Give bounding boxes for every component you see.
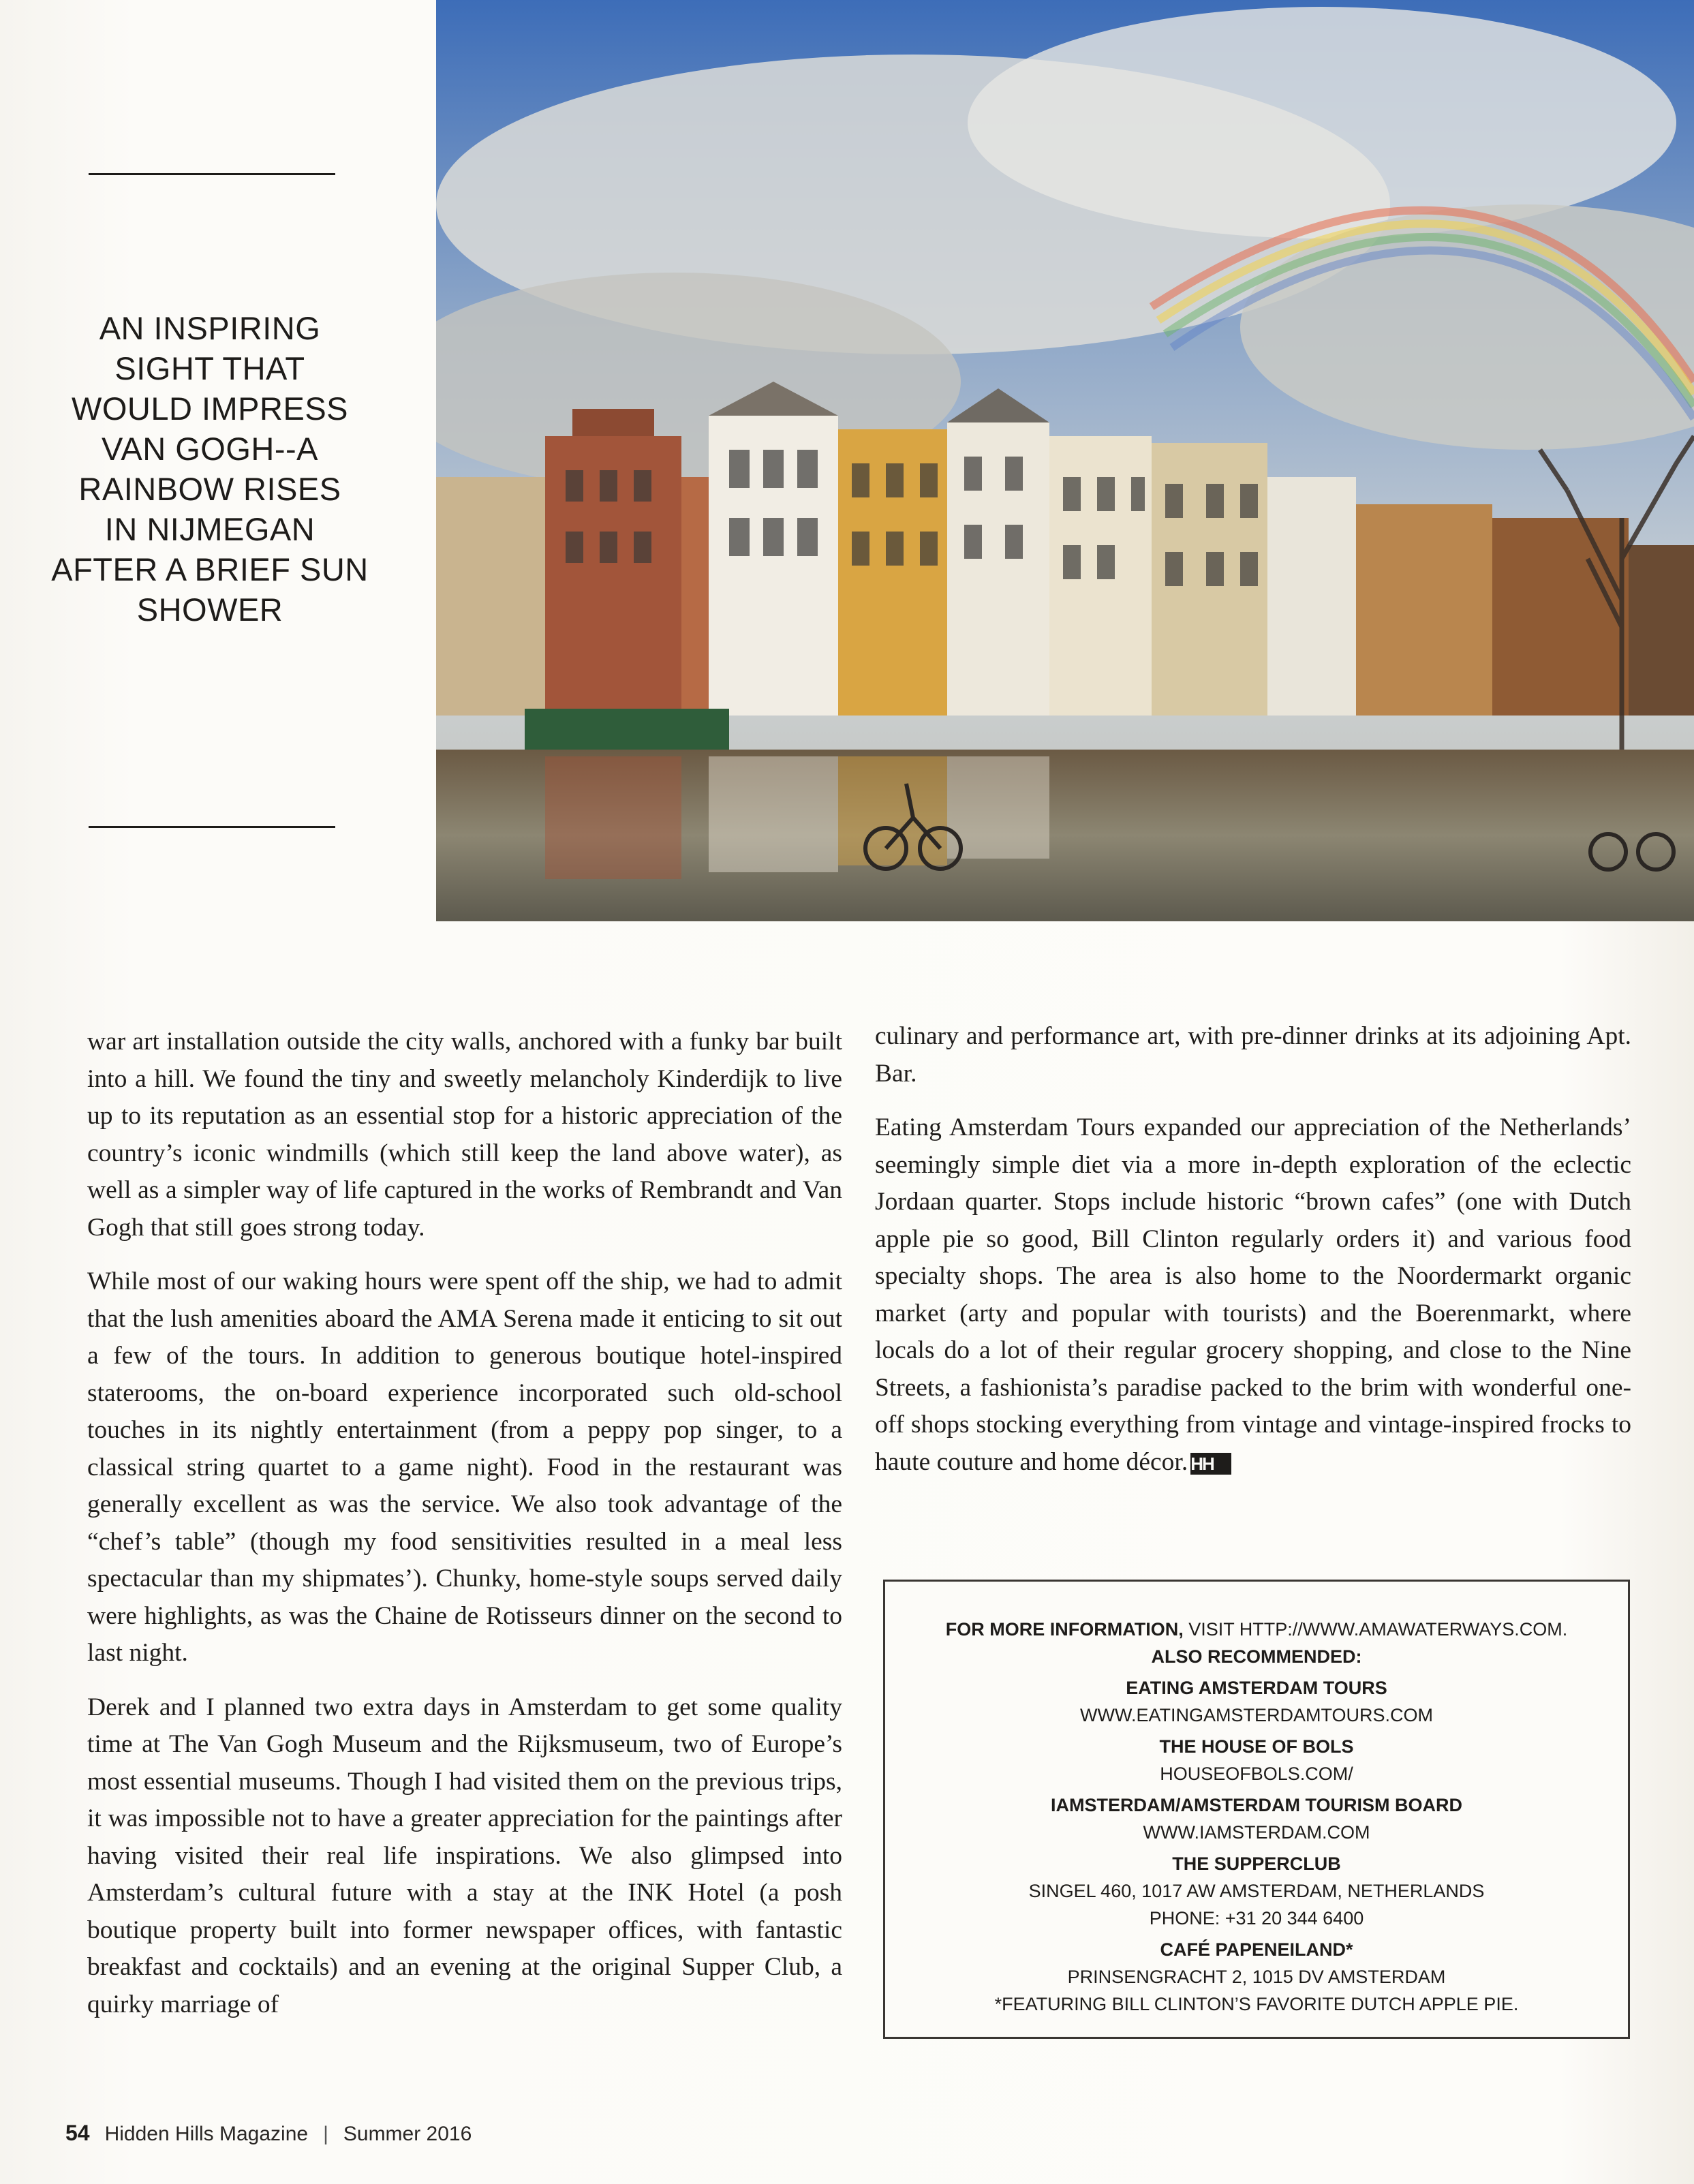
photo-illustration	[436, 0, 1694, 921]
page-number: 54	[65, 2121, 90, 2145]
recommendation-entry	[885, 1850, 1628, 1932]
more-info-url[interactable]: VISIT HTTP://WWW.AMAWATERWAYS.COM.	[1183, 1619, 1568, 1640]
recommendation-phone: PHONE: +31 20 344 6400	[1149, 1908, 1364, 1928]
article-paragraph-text: Eating Amsterdam Tours expanded our appreciation of the Netherlands’ seemingly simple diet via a more in-depth exploration of the eclectic Jordaan quarter. Stops include historic “brown cafes” (one with Dutch apple pie so good, Bill Clinton regularly orders it) and various food specialty shops. The area is also home to the Noordermarkt organic market (arty and popular with tourists) and the Boerenmarkt, where locals do a lot of their regular grocery shopping, and close to the Nine Streets, a fashionista’s paradise packed to the brim with wonderful one-off shops stocking everything from vintage and vintage-inspired frocks to haute couture and home décor.	[875, 1113, 1631, 1476]
article-paragraph: war art installation outside the city walls, anchored with a funky bar built into a hill. We found the tiny and sweetly melancholy Kinderdijk to live up to its reputation as an essential stop for a historic appreciation of the country’s iconic windmills (which still keep the land above water), as well as a simpler way of life captured in the works of Rembrandt and Van Gogh that still goes strong today.	[87, 1028, 842, 1242]
recommendation-name: THE HOUSE OF BOLS	[1159, 1736, 1354, 1757]
recommendation-url[interactable]: WWW.IAMSTERDAM.COM	[1143, 1822, 1370, 1843]
recommendation-entry	[885, 1791, 1628, 1846]
more-information-box	[883, 1580, 1630, 2039]
magazine-name: Hidden Hills Magazine	[104, 2123, 309, 2145]
caption-line: WOULD IMPRESS	[71, 390, 349, 427]
caption-line: IN NIJMEGAN	[104, 511, 315, 547]
more-info-label: FOR MORE INFORMATION,	[945, 1619, 1184, 1640]
also-recommended-heading: ALSO RECOMMENDED:	[1151, 1646, 1362, 1667]
recommendation-entry	[885, 1936, 1628, 2018]
recommendation-url[interactable]: WWW.EATINGAMSTERDAMTOURS.COM	[1080, 1705, 1433, 1725]
article-column-right	[875, 1018, 1631, 1498]
footer-separator: |	[323, 2123, 328, 2145]
caption-line: RAINBOW RISES	[78, 471, 341, 507]
recommendation-entry	[885, 1674, 1628, 1729]
article-paragraph: While most of our waking hours were spent off the ship, we had to admit that the lush amenities aboard the AMA Serena made it enticing to sit out a few of the tours. In addition to generous boutique hotel-inspired staterooms, the on-board experience incorporated such old-school touches in its nightly entertainment (from a peppy pop singer, to a classical string quartet to a game night). Food in the restaurant was generally excellent as was the service. We also took advantage of the “chef’s table” (though my food sensitivities resulted in a meal less spectacular than my shipmates’). Chunky, home-style soups served daily were highlights, as was the Chaine de Rotisseurs dinner on the second to last night.	[87, 1267, 842, 1667]
caption-line: SHOWER	[136, 591, 283, 628]
recommendation-address: PRINSENGRACHT 2, 1015 DV AMSTERDAM	[1067, 1967, 1446, 1987]
end-mark-icon: HH	[1190, 1453, 1231, 1475]
recommendation-address: SINGEL 460, 1017 AW AMSTERDAM, NETHERLANDS	[1028, 1881, 1485, 1901]
article-paragraph: Derek and I planned two extra days in Amsterdam to get some quality time at The Van Gogh Museum and the Rijksmuseum, two of Europe’s most essential museums. Though I had visited them on the previous trips, it was impossible not to have a greater appreciation for the paintings after having visited their real life inspirations. We also glimpsed into Amsterdam’s cultural future with a stay at the INK Hotel (a posh boutique property built into former newspaper offices, with fantastic breakfast and cocktails) and an evening at the original Supper Club, a quirky marriage of	[87, 1693, 842, 2018]
page-footer	[65, 2121, 472, 2146]
recommendation-name: EATING AMSTERDAM TOURS	[1126, 1678, 1387, 1698]
article-paragraph: culinary and performance art, with pre-dinner drinks at its adjoining Apt. Bar.	[875, 1022, 1631, 1088]
recommendation-name: CAFÉ PAPENEILAND*	[1160, 1939, 1353, 1960]
recommendation-entry	[885, 1733, 1628, 1787]
caption-line: AFTER A BRIEF SUN	[51, 551, 369, 587]
issue-date: Summer 2016	[343, 2123, 472, 2145]
caption-line: SIGHT THAT	[114, 350, 305, 386]
caption-line: VAN GOGH--A	[102, 431, 318, 467]
recommendation-name: IAMSTERDAM/AMSTERDAM TOURISM BOARD	[1051, 1795, 1462, 1815]
article-paragraph-final	[875, 1109, 1631, 1481]
caption-bottom-rule	[89, 826, 335, 828]
more-info-line	[885, 1616, 1628, 1643]
caption-line: AN INSPIRING	[99, 310, 321, 346]
caption-top-rule	[89, 173, 335, 175]
article-column-left	[87, 1024, 842, 2040]
recommendation-footnote: *FEATURING BILL CLINTON’S FAVORITE DUTCH APPLE PIE.	[994, 1994, 1519, 2014]
nijmegen-rainbow-photo	[436, 0, 1694, 921]
recommendation-name: THE SUPPERCLUB	[1172, 1854, 1341, 1874]
recommendation-url[interactable]: HOUSEOFBOLS.COM/	[1160, 1764, 1353, 1784]
photo-caption	[48, 308, 372, 630]
